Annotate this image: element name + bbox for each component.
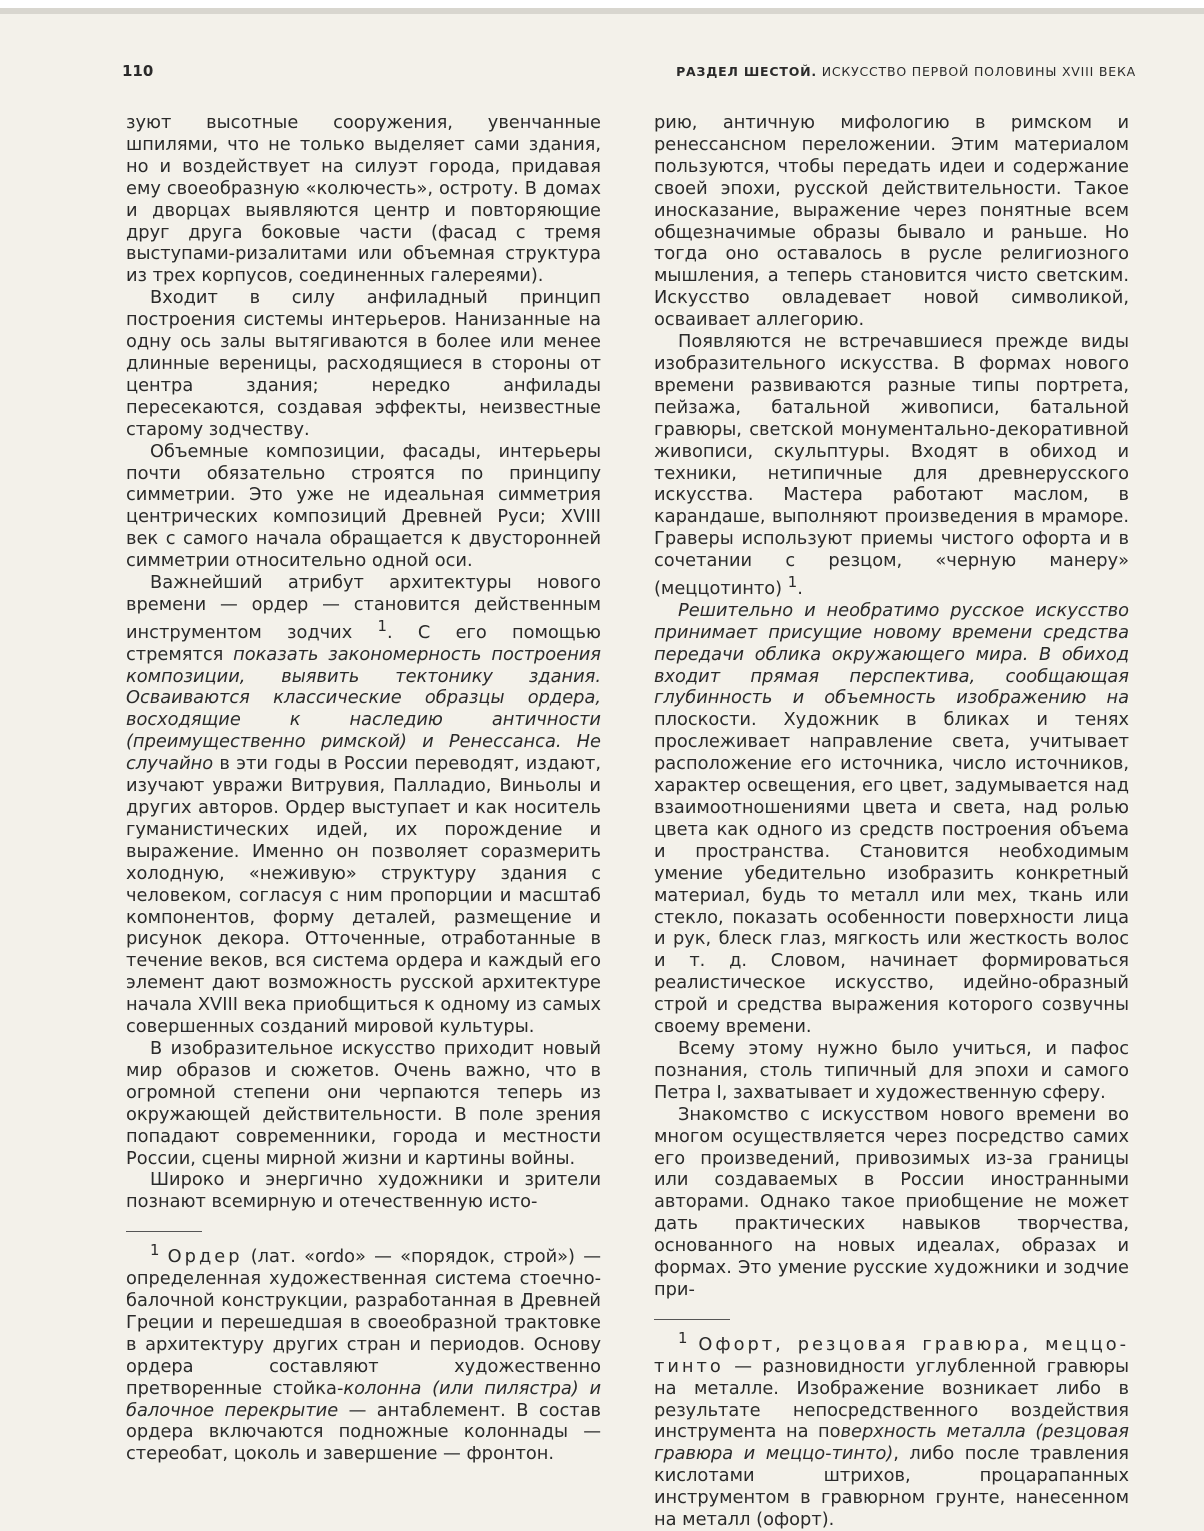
footnote-ref: 1 bbox=[377, 617, 387, 635]
text-run: . С его помощью стремятся bbox=[126, 621, 601, 665]
italic-run: показать закономерность построения композиции, выявить тектонику здания. Осваиваются классические образцы ордера, восходящие к наследию античности (преимущественно римской) и Ренессанса. Не случайно bbox=[126, 643, 601, 775]
text-run: , либо после травления кислотами штрихов, процарапанных инструментом в гравюрном грунте, нанесенном на металл (офорт). bbox=[654, 1443, 1129, 1531]
text-run: — антаблемент. В состав ордера включаются подножные колоннады — стереобат, цоколь и завершение — фронтон. bbox=[126, 1399, 602, 1465]
paragraph: Широко и энергично художники и зрители познают всемирную и отечественную исто- bbox=[126, 1169, 601, 1213]
right-column bbox=[654, 112, 1129, 1531]
paragraph: Объемные композиции, фасады, интерьеры почти обязательно строятся по принципу симметрии. Это уже не идеальная симметрия центрических композиций Древней Руси; XVIII век с самого начала обращается к двусторонней симметрии относительно одной оси. bbox=[126, 440, 601, 572]
paragraph bbox=[654, 331, 1129, 600]
footnote-rule bbox=[126, 1231, 202, 1232]
paragraph: Всему этому нужно было учиться, и пафос познания, столь типичный для эпохи и самого Петра I, захватывает и художественную сферу. bbox=[654, 1037, 1129, 1103]
paragraph: рию, античную мифологию в римском и ренессансном переложении. Этим материалом пользуются, чтобы передать идеи и содержание своей эпохи, русской действительности. Такое иносказание, выражение через понятные всем общезначимые образы бывало и раньше. Но тогда оно оставалось в русле религиозного мышления, а теперь становится чисто светским. Искусство овладевает новой символикой, осваивает аллегорию. bbox=[654, 112, 1129, 331]
running-head bbox=[676, 64, 1136, 79]
scan-edge bbox=[0, 0, 1204, 14]
footnote-rule bbox=[654, 1319, 730, 1320]
paragraph: Входит в силу анфиладный принцип построения системы интерьеров. Нанизанные на одну ось залы вытягиваются в более или менее длинные вереницы, расходящиеся в стороны от центра здания; нередко анфилады пересекаются, создавая эффекты, неизвестные старому зодчеству. bbox=[126, 287, 601, 440]
text-run: . bbox=[797, 577, 803, 599]
left-column bbox=[126, 112, 601, 1465]
paragraph bbox=[126, 572, 601, 1038]
text-run: Появляются не встречавшиеся прежде виды изобразительного искусства. В формах нового времени развиваются разные типы портрета, пейзажа, батальной живописи, батальной гравюры, светской монументально-декоративной живописи, скульптуры. Входят в обиход и техники, нетипичные для древнерусского искусства. Мастера работают маслом, в карандаше, выполняют произведения в мраморе. Граверы используют приемы чистого офорта и в сочетании с резцом, «черную манеру» (меццотинто) bbox=[654, 331, 1129, 599]
footnote-mark: 1 bbox=[678, 1329, 688, 1347]
page-number: 110 bbox=[122, 62, 154, 80]
running-head-title: ИСКУССТВО ПЕРВОЙ ПОЛОВИНЫ XVIII ВЕКА bbox=[821, 64, 1136, 79]
italic-run: колонна (или пилястра) и балочное перекрытие bbox=[126, 1377, 601, 1421]
paragraph: зуют высотные сооружения, увенчанные шпилями, что не только выделяет сами здания, но и воздействует на силуэт города, придавая ему своеобразную «колючесть», остроту. В домах и дворцах выявляются центр и повторяющие друг друга боковые части (фасад с тремя выступами-ризалитами или объемная структура из трех корпусов, соединенных галереями). bbox=[126, 112, 601, 287]
footnote-mark: 1 bbox=[150, 1242, 160, 1260]
text-run: в эти годы в России переводят, издают, изучают увражи Витрувия, Палладио, Виньолы и других авторов. Ордер выступает и как носитель гуманистических идей, их порождение и выражение. Именно он позволяет соразмерить холодную, «неживую» структуру здания с человеком, согласуя с ним пропорции и масштаб компонентов, форму деталей, размещение и рисунок декора. Отточенные, отработанные в течение веков, вся система ордера и каждый его элемент дают возможность русской архитектуре начала XVIII века приобщиться к одному из самых совершенных созданий мировой культуры. bbox=[126, 753, 601, 1038]
text-run: (лат. «ordo» — «порядок, строй») — определенная художественная система стоечно-балочной конструкции, разработанная в Древней Греции и перешедшая в своеобразной трактовке в архитектуру других стран и периодов. Основу ордера составляют художественно претворенные стойка- bbox=[126, 1246, 602, 1399]
footnote bbox=[126, 1240, 601, 1465]
text-run: плоскости. Художник в бликах и тенях прослеживает направление света, учитывает расположение его источника, число источников, характер освещения, его цвет, задумывается над взаимоотношениями цвета и света, над ролью цвета как одного из средств построения объема и пространства. Становится необходимым умение убедительно изобразить конкретный материал, будь то металл или мех, ткань или стекло, показать особенности поверхности лица и рук, блеск глаз, мягкость или жесткость волос и т. д. Словом, начинает формироваться реалистическое искусство, идейно-образный строй и средства выражения которого созвучны своему времени. bbox=[654, 709, 1129, 1038]
footnote-ref: 1 bbox=[787, 574, 798, 592]
paragraph: Знакомство с искусством нового времени во многом осуществляется через посредство самих его произведений, привозимых из-за границы или создаваемых в России иностранными авторами. Однако такое приобщение не может дать практических навыков творчества, основанного на новых идеалах, образах и формах. Это умение русские художники и зодчие при- bbox=[654, 1103, 1129, 1300]
text-run: Важнейший атрибут архитектуры нового времени — ордер — становится действенным инструментом зодчих bbox=[126, 572, 601, 643]
paragraph bbox=[654, 600, 1129, 1038]
running-head-section: РАЗДЕЛ ШЕСТОЙ. bbox=[676, 64, 817, 79]
footnote-term: Офорт, резцовая гравюра, меццо-тинто bbox=[654, 1333, 1129, 1377]
italic-run: Решительно и необратимо русское искусство принимает присущие новому времени средства передачи облика окружающего мира. В обиход входит прямая перспектива, сообщающая глубинность и объемность изображению на bbox=[654, 599, 1129, 709]
text-run: — разновидности углубленной гравюры на металле. Изображение возникает либо в результате непосредственного воздействия инструмента на по bbox=[654, 1355, 1129, 1443]
footnote-term: Ордер bbox=[167, 1246, 243, 1268]
footnote bbox=[654, 1328, 1129, 1531]
paragraph: В изобразительное искусство приходит новый мир образов и сюжетов. Очень важно, что в огромной степени они черпаются теперь из окружающей действительности. В поле зрения попадают современники, города и местности России, сцены мирной жизни и картины войны. bbox=[126, 1037, 601, 1169]
italic-run: верхность металла (резцовая гравюра и меццо-тинто) bbox=[654, 1421, 1129, 1465]
